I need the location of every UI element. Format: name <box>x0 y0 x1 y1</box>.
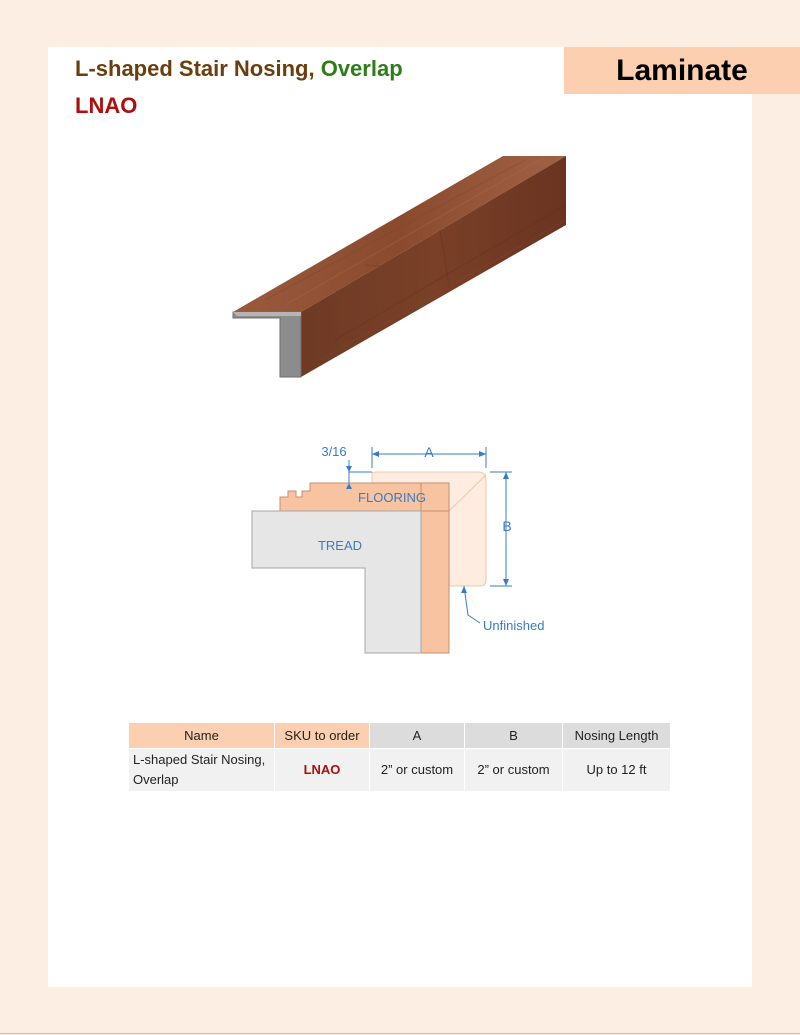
table-row <box>129 749 671 792</box>
cell-a: 2” or custom <box>370 749 465 792</box>
dim-thickness-label: 3/16 <box>321 444 347 459</box>
title-main: L-shaped Stair Nosing, <box>75 56 321 81</box>
spec-table-header <box>129 723 671 749</box>
dim-b-label: B <box>502 518 512 534</box>
riser-strip <box>421 511 449 653</box>
cell-b: 2” or custom <box>465 749 563 792</box>
category-tab: Laminate <box>564 47 800 94</box>
profile-diagram <box>240 435 560 660</box>
bottom-divider <box>0 1033 800 1034</box>
product-title <box>75 55 403 83</box>
unfinished-label: Unfinished <box>483 618 545 633</box>
sku-heading: LNAO <box>75 93 138 118</box>
product-render-image <box>225 150 575 385</box>
tread-label: TREAD <box>317 538 363 553</box>
header-a: A <box>370 723 465 749</box>
cell-nosing-length: Up to 12 ft <box>563 749 671 792</box>
flooring-label: FLOORING <box>358 490 426 505</box>
tread-shape <box>252 511 421 653</box>
header-sku: SKU to order <box>275 723 370 749</box>
header-b: B <box>465 723 563 749</box>
dim-a-label: A <box>424 444 434 460</box>
cell-name: L-shaped Stair Nosing, Overlap <box>129 749 275 792</box>
unfinished-leader <box>464 586 480 623</box>
title-highlight: Overlap <box>320 56 403 81</box>
nosing-profile-end <box>233 312 301 377</box>
cell-sku: LNAO <box>275 749 370 792</box>
header-nosing-length: Nosing Length <box>563 723 671 749</box>
header-name: Name <box>129 723 275 749</box>
spec-table <box>128 722 671 792</box>
